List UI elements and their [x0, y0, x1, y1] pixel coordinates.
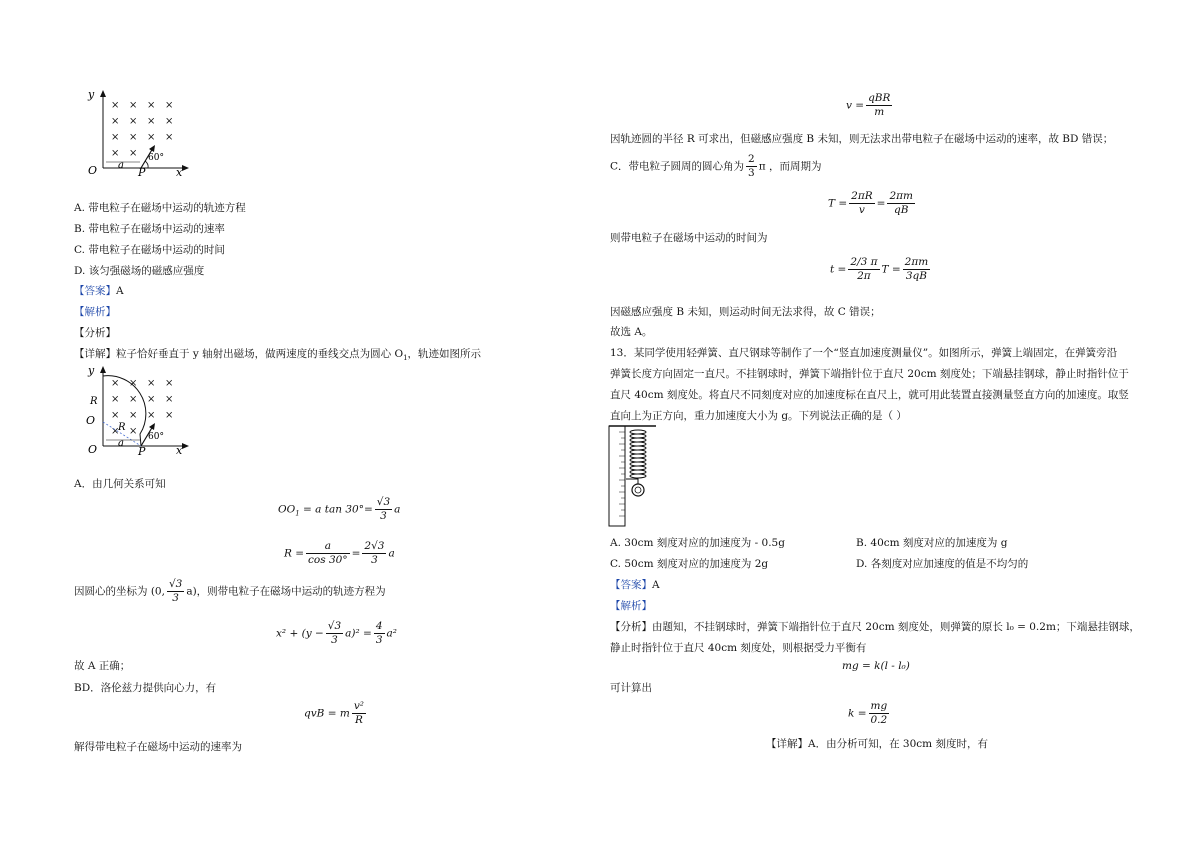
eq2-mid: =: [351, 547, 361, 560]
fig1-angle-label: 60°: [148, 153, 164, 163]
eq7-mid: T =: [881, 263, 901, 276]
answer-value: A: [116, 285, 124, 297]
q13-line-3: 直尺 40cm 刻度处。将直尺不同刻度对应的加速度标在直尺上，就可用此装置直接测量竖直方向的加速度。取竖: [610, 389, 1129, 401]
center-frac: $\frac{√3}{3}$: [168, 578, 183, 604]
eq6-frac2: $\frac{2\pi m}{qB}$: [889, 190, 913, 216]
svg-text:×: ×: [129, 410, 138, 421]
eq2-frac1: $\frac{a}{\cos 30^\circ}$: [308, 540, 348, 566]
equation-force: mg = k(l - l₀): [842, 660, 910, 672]
svg-text:×: ×: [165, 394, 174, 405]
eq3-pre: x² + (y −: [276, 627, 324, 640]
fig2-angle-label: 60°: [148, 432, 164, 442]
figure-spring-ruler: [606, 424, 662, 530]
xiangjie-tag: 【详解】: [74, 348, 116, 360]
fig2-seg-label: a: [118, 438, 124, 449]
solve-speed: 解得带电粒子在磁场中运动的速率为: [74, 741, 242, 753]
q13-option-b: B. 40cm 刻度对应的加速度为 g: [856, 537, 1008, 549]
q13-option-a: A. 30cm 刻度对应的加速度为 - 0.5g: [610, 537, 785, 549]
svg-text:×: ×: [129, 394, 138, 405]
eq7-frac2: $\frac{2\pi m}{3qB}$: [904, 256, 929, 282]
svg-text:×: ×: [129, 132, 138, 143]
equation-period: [828, 190, 917, 217]
fig1-seg-label: a: [118, 160, 124, 171]
q13-option-c: C. 50cm 刻度对应的加速度为 2g: [610, 558, 769, 570]
eq9-lhs: k =: [848, 707, 867, 720]
svg-text:×: ×: [129, 378, 138, 389]
svg-text:×: ×: [147, 378, 156, 389]
equation-v: [846, 92, 894, 119]
svg-text:×: ×: [147, 132, 156, 143]
svg-text:×: ×: [111, 426, 120, 437]
svg-text:×: ×: [165, 132, 174, 143]
answer-tag: 【答案】: [74, 285, 116, 297]
svg-text:×: ×: [147, 394, 156, 405]
answer-line-left: [74, 283, 124, 298]
svg-text:×: ×: [129, 116, 138, 127]
eq2-frac2: $\frac{2√3}{3}$: [364, 540, 385, 566]
svg-text:×: ×: [111, 132, 120, 143]
answer-tag-right: 【答案】: [610, 579, 652, 591]
option-d: D. 该匀强磁场的磁感应强度: [74, 265, 205, 277]
eq5-lhs: v =: [846, 99, 865, 112]
center-tail: a)，则带电粒子在磁场中运动的轨迹方程为: [186, 585, 386, 598]
b-unknown: 因磁感应强度 B 未知，则运动时间无法求得，故 C 错误；: [610, 306, 881, 318]
equation-oo1: [278, 496, 400, 523]
bd-intro: BD．洛伦兹力提供向心力，有: [74, 682, 217, 694]
eq7-frac1: $\frac{2/3 \pi}{2\pi}$: [850, 256, 878, 282]
svg-text:×: ×: [111, 100, 120, 111]
xiangjie-tag-right: 【详解】: [766, 738, 808, 750]
svg-text:×: ×: [165, 378, 174, 389]
eq4-frac: $\frac{\text{v²}}{R}$: [353, 700, 364, 726]
equation-lorentz: [304, 700, 368, 727]
svg-text:×: ×: [165, 410, 174, 421]
eq1-lhs: OO: [278, 503, 296, 516]
equation-time: [830, 256, 932, 283]
svg-text:×: ×: [111, 378, 120, 389]
eq5-frac: $\frac{\text{qBR}}{m}$: [868, 92, 891, 118]
r-known: 因轨迹圆的半径 R 可求出，但磁感应强度 B 未知，则无法求出带电粒子在磁场中运动的速率，故 BD 错误；: [610, 133, 1114, 145]
svg-text:×: ×: [129, 100, 138, 111]
q13-line-2: 弹簧长度方向固定一直尺。不挂钢球时，弹簧下端指针位于直尺 20cm 刻度处；下端悬挂钢球，静止时指针位于: [610, 368, 1129, 380]
jiexi-line-right: 【解析】: [610, 600, 652, 612]
svg-text:×: ×: [165, 116, 174, 127]
xiangjie-sub: 1: [403, 354, 408, 363]
equation-trajectory: [276, 620, 397, 647]
calc-line: 可计算出: [610, 682, 652, 694]
fenxi-line-left: 【分析】: [74, 327, 116, 339]
c-frac: $\frac{2}{3}$: [748, 153, 755, 179]
eq1-tail: a: [394, 503, 401, 516]
eq2-tail: a: [388, 547, 395, 560]
fig2-center-label: O: [86, 414, 96, 427]
q13-option-d: D. 各刻度对应加速度的值是不均匀的: [856, 558, 1029, 570]
eq3-frac2: $\frac{4}{3}$: [375, 620, 383, 646]
xiangjie-text-right: A．由分析可知，在 30cm 刻度时，有: [808, 738, 988, 750]
fenxi-line-right-2: 静止时指针位于直尺 40cm 刻度处，则根据受力平衡有: [610, 642, 867, 654]
fig2-origin-label: O: [88, 443, 98, 456]
q13-line-1: 13．某同学使用轻弹簧、直尺钢球等制作了一个“竖直加速度测量仪”。如图所示，弹簧上端固定，在弹簧旁沿: [610, 347, 1118, 359]
fenxi-tag-right: 【分析】: [610, 621, 652, 633]
fig2-radius-label: R: [90, 396, 98, 407]
svg-text:×: ×: [129, 426, 138, 437]
eq4-lhs: qvB = m: [304, 707, 350, 720]
time-intro: 则带电粒子在磁场中运动的时间为: [610, 232, 768, 244]
eq2-lhs: R =: [284, 547, 305, 560]
eq3-mid: a)² =: [345, 627, 372, 640]
equation-r: [284, 540, 395, 567]
svg-text:×: ×: [147, 410, 156, 421]
fig1-x-label: x: [176, 166, 183, 176]
a-correct: 故 A 正确；: [74, 660, 131, 672]
svg-text:×: ×: [111, 394, 120, 405]
svg-text:×: ×: [165, 100, 174, 111]
equation-k: [848, 700, 891, 727]
option-b: B. 带电粒子在磁场中运动的速率: [74, 223, 225, 235]
q13-line-4: 直向上为正方向，重力加速度大小为 g。下列说法正确的是（ ）: [610, 410, 907, 422]
eq3-tail: a²: [386, 627, 398, 640]
fig1-point-label: P: [138, 166, 146, 176]
svg-text:×: ×: [111, 410, 120, 421]
eq6-frac1: $\frac{2\pi R}{v}$: [851, 190, 873, 216]
svg-text:×: ×: [147, 100, 156, 111]
xiangjie-line-left: [74, 346, 481, 362]
option-c: C. 带电粒子在磁场中运动的时间: [74, 244, 225, 256]
eq1-frac: $\frac{√3}{3}$: [376, 496, 391, 522]
xiangjie-tail: ，轨迹如图所示: [407, 348, 482, 360]
jiexi-line-left: 【解析】: [74, 306, 116, 318]
eq1-sub: 1: [295, 509, 300, 518]
option-a: A. 带电粒子在磁场中运动的轨迹方程: [74, 202, 246, 214]
fig2-radius2-label: R: [118, 422, 126, 433]
xiangjie-text: 粒子恰好垂直于 y 轴射出磁场，做两速度的垂线交点为圆心 O: [116, 348, 404, 360]
eq7-lhs: t =: [830, 263, 847, 276]
figure-magnetic-field-2: [68, 364, 198, 456]
center-pre: 因圆心的坐标为 (0,: [74, 585, 165, 598]
svg-text:×: ×: [129, 148, 138, 159]
fig1-origin-label: O: [88, 164, 98, 176]
fenxi-line-right-1: [610, 619, 1140, 634]
fenxi-text-1: 由题知，不挂钢球时，弹簧下端指针位于直尺 20cm 刻度处，则弹簧的原长 l₀ = 0.2m；下端悬挂钢球，: [652, 621, 1140, 633]
center-coordinate-line: [74, 578, 386, 605]
fig2-point-label: P: [138, 445, 146, 456]
fig2-x-label: x: [176, 444, 183, 456]
c-intro: [610, 153, 821, 180]
fig2-y-label: y: [88, 364, 95, 377]
xiangjie-line-right: [766, 736, 988, 751]
a-intro: A．由几何关系可知: [74, 478, 166, 490]
eq1-mid: = a tan 30°=: [299, 503, 373, 516]
c-tail: π ，而周期为: [758, 160, 822, 173]
eq9-frac: $\frac{mg}{0.2}$: [870, 700, 888, 726]
figure-magnetic-field-1: [68, 88, 198, 176]
svg-text:×: ×: [147, 116, 156, 127]
c-pre: C．带电粒子圆周的圆心角为: [610, 160, 745, 173]
eq6-lhs: T =: [828, 197, 848, 210]
choose-a: 故选 A。: [610, 326, 653, 338]
eq3-frac1: $\frac{√3}{3}$: [327, 620, 342, 646]
answer-line-right: [610, 577, 660, 592]
eq6-mid: =: [876, 197, 886, 210]
svg-text:×: ×: [111, 116, 120, 127]
fig1-y-label: y: [88, 88, 95, 101]
svg-text:×: ×: [111, 148, 120, 159]
answer-value-right: A: [652, 579, 660, 591]
